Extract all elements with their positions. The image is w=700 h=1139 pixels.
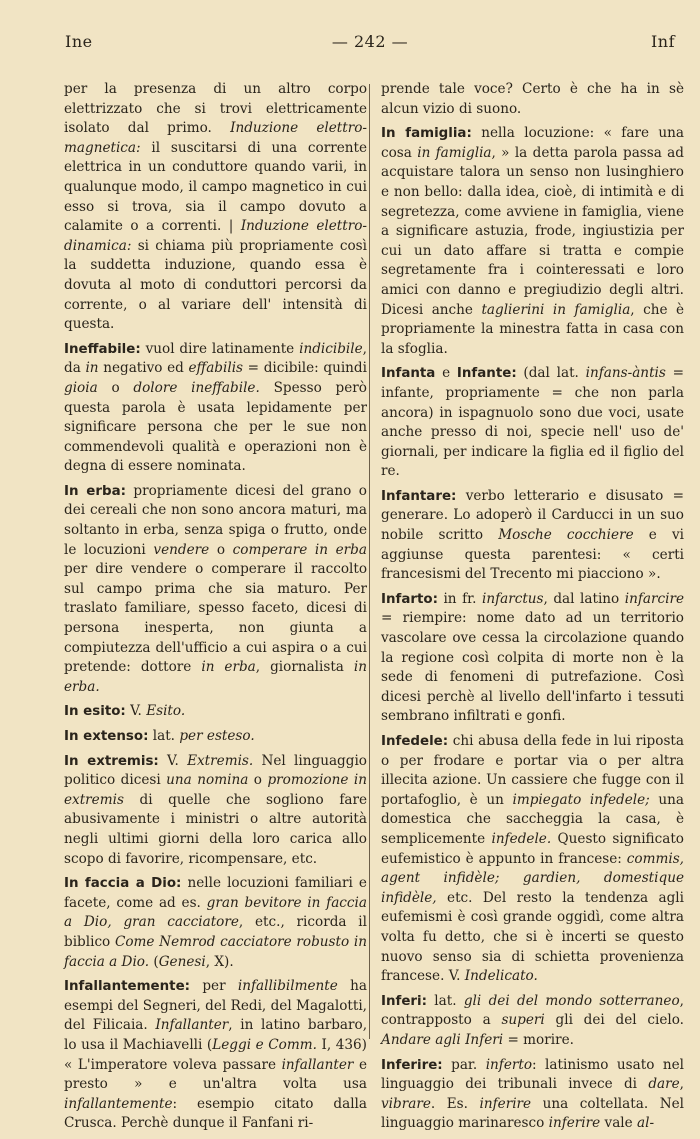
dictionary-entry	[381, 992, 684, 1051]
entry-text: e presto » e un'altra volta usa	[64, 1056, 368, 1093]
entry-text: vale	[600, 1115, 638, 1132]
entry-headword: In extenso:	[64, 729, 149, 744]
running-header	[65, 32, 675, 54]
dictionary-entry	[381, 364, 684, 482]
italic-text: gran bevitore in faccia a Dio, gran cacciatore	[64, 894, 367, 931]
italic-text: Indelicato.	[464, 968, 538, 985]
italic-text: infarctus	[481, 590, 544, 607]
entry-text: I, 436) « L'imperatore voleva passare	[64, 1036, 367, 1073]
italic-text: per esteso.	[179, 728, 255, 744]
entry-text: propriamente dicesi del grano o dei cereali che non sono ancora maturi, ma soltanto in erba, senza spiga o frutto, onde le locuzioni	[64, 482, 367, 558]
italic-text: una nomina	[166, 772, 249, 789]
italic-text: comperare in erba	[232, 541, 367, 558]
entry-text: = dicibile: quindi	[243, 360, 367, 377]
entry-text: prende tale voce? Certo è che ha in sè alcun vizio di suono.	[381, 81, 684, 117]
entry-text: per dire vendere o comperare il raccolto sul campo prima che sia maturo. Per traslato familiare, spesso faceto, dicesi di persona inesperta, non giunta a compiutezza dell'ufficio a cui aspira o a cui pretende: dottore	[64, 561, 367, 676]
italic-text: in erba	[201, 659, 256, 676]
entry-text: etc. Del resto la tendenza agli eufemismi è così grande oggidì, come altra volta fu detto, che si è incerti se questo nuovo senso sia di schietta provenienza francese. V.	[381, 889, 684, 985]
entry-text: e	[435, 365, 457, 382]
dictionary-entry	[381, 124, 684, 359]
entry-text: (	[149, 953, 159, 970]
entry-text: . Es.	[430, 1095, 480, 1112]
entry-text: (dal lat.	[516, 365, 586, 382]
entry-text: Questo significato eufemistico è appunto in francese:	[381, 830, 684, 867]
italic-text: taglierini in famiglia	[481, 301, 631, 318]
italic-text: in	[85, 360, 99, 377]
entry-text: o	[97, 379, 134, 396]
entry-text: : esempio citato dalla Crusca. Perchè dunque il Fanfani ri-	[64, 1095, 367, 1132]
italic-text: infedele.	[491, 830, 552, 847]
dictionary-entry	[64, 727, 367, 747]
entry-text: par.	[442, 1056, 486, 1073]
entry-text: gli dei del cielo.	[544, 1012, 684, 1029]
entry-text: negativo ed	[98, 360, 189, 377]
left-column	[64, 80, 367, 1139]
dictionary-entry	[64, 977, 367, 1134]
entry-headword: In erba:	[64, 483, 126, 499]
page-number: — 242 —	[331, 32, 409, 51]
italic-text: Come Nemrod cacciatore robusto in faccia a Dio.	[64, 933, 367, 970]
italic-text: commis, agent infidèle; gardien, domestique infidèle,	[381, 850, 684, 906]
italic-text: in famiglia	[417, 144, 492, 161]
italic-text: Infallanter	[155, 1017, 229, 1034]
entry-headword: In famiglia:	[381, 126, 472, 142]
italic-text: vibrare	[381, 1095, 431, 1112]
entry-headword: In esito:	[64, 704, 126, 720]
entry-text: nella locuzione: « fare una cosa	[381, 125, 684, 161]
entry-text: ,	[679, 1076, 684, 1093]
entry-text: , » la detta parola passa ad acquistare talora un senso non lusinghiero e non bello: dalla idea, cioè, di intimità e di segretezza, come avviene in famiglia, viene a significare astuzia, frode, ingiustizia per cui un dato affare si tratta e compie segretamente fra i cointeressati e loro amici con danno e pregiudizio degli altri. Dicesi anche	[381, 144, 684, 318]
italic-text: Mosche cocchiere	[498, 527, 634, 544]
italic-text: infallanter	[281, 1056, 354, 1073]
dictionary-entry	[64, 340, 367, 477]
entry-text: , dal latino	[543, 590, 625, 607]
entry-text: in fr.	[437, 590, 482, 607]
entry-text: chi abusa della fede in lui riposta o per frodare e portar via o per altra illecita azione. Un cassiere che fugge con il portafoglio, è un	[381, 733, 684, 808]
italic-text: in erba.	[64, 659, 368, 695]
entry-headword: Ineffabile:	[64, 341, 141, 357]
entry-text: lat.	[148, 728, 180, 744]
entry-text: una domestica che saccheggia la casa, è semplicemente	[381, 791, 684, 847]
dictionary-entry	[64, 702, 367, 722]
entry-text: : latinismo usato nel linguaggio dei tribunali invece di	[381, 1056, 684, 1093]
entry-text: verbo letterario e disusato = generare. Lo adoperò il Carducci in un suo nobile scritto	[381, 487, 684, 544]
entry-text: per	[190, 978, 238, 995]
entry-text: , contrapposto a	[381, 992, 684, 1029]
dictionary-entry	[381, 487, 684, 585]
dictionary-entry	[381, 1056, 684, 1134]
entry-text: = infante, propriamente = che non parla ancora) in ispagnuolo sono due voci, usate anche presso di noi, specie nell' uso de' giornali, per indicare la figlia ed il figlio del re.	[381, 365, 685, 480]
italic-text: Induzione elettro-magnetica:	[64, 120, 367, 156]
italic-text: gioia	[64, 379, 98, 396]
dictionary-entry	[381, 80, 684, 119]
italic-text: indicibile	[299, 340, 363, 357]
italic-text: Leggi e Comm.	[212, 1036, 317, 1053]
entry-text: , che è propriamente la minestra fatta in casa con la sfoglia.	[381, 301, 684, 357]
italic-text: Esito.	[146, 703, 186, 720]
italic-text: inferto	[485, 1056, 533, 1073]
entry-text: , X).	[205, 953, 234, 970]
entry-headword: Infedele:	[381, 734, 449, 749]
header-left-guideword: Ine	[65, 32, 93, 51]
entry-text: ha esempi del Segneri, del Redi, del Magalotti, del Filicaia.	[64, 978, 367, 1034]
entry-text: = morire.	[503, 1031, 574, 1048]
italic-text: Andare agli Inferi	[381, 1031, 504, 1048]
entry-headword: In faccia a Dio:	[64, 876, 182, 892]
entry-text: , giornalista	[255, 659, 354, 676]
entry-text: una coltellata. Nel linguaggio marinaresco	[381, 1095, 684, 1132]
italic-text: inferire	[479, 1095, 532, 1112]
italic-text: dolore ineffabile.	[133, 379, 260, 396]
right-column	[381, 80, 684, 1139]
dictionary-entry	[64, 752, 367, 870]
entry-headword: Infanta	[381, 366, 436, 382]
entry-headword: Infarto:	[381, 591, 438, 607]
entry-text: il suscitarsi di una corrente elettrica in un conduttore quando varii, in qualunque modo, il campo magnetico in cui esso si trova, sia il campo dovuto a calamite o a correnti. |	[64, 139, 367, 235]
italic-text: gli dei del mondo sotterraneo	[463, 992, 680, 1009]
dictionary-entry	[381, 590, 684, 727]
entry-headword: Infantare:	[381, 488, 457, 504]
entry-text: di quelle che sogliono fare abusivamente i ministri o altre autorità negli ultimi giorni della loro carica allo scopo di favorire, ricompensare, etc.	[64, 791, 367, 867]
entry-headword: Inferire:	[381, 1057, 443, 1073]
entry-text: vuol dire latinamente	[140, 340, 300, 357]
entry-text: Nel linguaggio politico dicesi	[64, 752, 367, 789]
entry-headword: Infallantemente:	[64, 979, 191, 995]
entry-text: o	[209, 541, 233, 558]
entry-text: e vi aggiunse questa parentesi: « certi francesismi del Trecento mi piacciono ».	[381, 527, 685, 583]
italic-text: vendere	[153, 541, 210, 558]
entry-text: , etc., ricorda il biblico	[64, 914, 367, 950]
italic-text: Genesi	[158, 953, 206, 970]
italic-text: infallantemente	[64, 1095, 173, 1112]
entry-headword: Inferi:	[381, 993, 427, 1009]
italic-text: infallibilmente	[237, 978, 338, 995]
italic-text: promozione in extremis	[64, 772, 367, 808]
italic-text: impiegato infedele;	[512, 791, 650, 808]
italic-text: effabilis	[188, 360, 244, 377]
italic-text: dare	[648, 1076, 680, 1093]
entry-text: nelle locuzioni familiari e facete, come ad es.	[64, 875, 367, 911]
italic-text: inferire	[548, 1115, 601, 1132]
entry-text: Spesso però questa parola è usata lepidamente per significare persona che per le sue non commendevoli qualità e operazioni non è degna di essere nominata.	[64, 379, 367, 475]
italic-text: Extremis.	[187, 752, 254, 769]
italic-text: al-	[637, 1115, 655, 1132]
italic-text: infarcire	[624, 590, 684, 607]
entry-text: V.	[125, 703, 147, 720]
dictionary-entry	[381, 732, 684, 987]
entry-text: per la presenza di un altro corpo elettrizzato che si trovi elettricamente isolato dal primo.	[64, 81, 367, 137]
entry-text: , da	[64, 340, 367, 377]
entry-text: si chiama più propriamente così la suddetta induzione, quando essa è dovuta al moto di conduttori percorsi da corrente, o al variare dell' intensità di questa.	[64, 237, 367, 333]
entry-headword: Infante:	[456, 366, 517, 382]
column-divider	[369, 84, 370, 1039]
italic-text: infans-àntis	[585, 365, 666, 382]
dictionary-entry	[64, 80, 367, 335]
dictionary-entry	[64, 874, 367, 972]
entry-text: V.	[158, 752, 188, 769]
entry-text: o	[248, 772, 268, 789]
italic-text: superi	[501, 1012, 545, 1029]
entry-headword: In extremis:	[64, 753, 159, 769]
entry-text: , in latino barbaro, lo usa il Machiavelli (	[64, 1017, 368, 1053]
dictionary-entry	[64, 482, 367, 698]
header-right-guideword: Inf	[650, 32, 675, 51]
entry-text: = riempire: nome dato ad un territorio vascolare ove cessa la circolazione quando la regione così colpita di morte non è la sede di fenomeni di putrefazione. Così dicesi perchè al livello dell'infarto i tessuti sembrano infiltrati e gonfi.	[381, 610, 684, 725]
entry-text: lat.	[426, 992, 464, 1009]
italic-text: Induzione elettro-dinamica:	[64, 218, 367, 254]
